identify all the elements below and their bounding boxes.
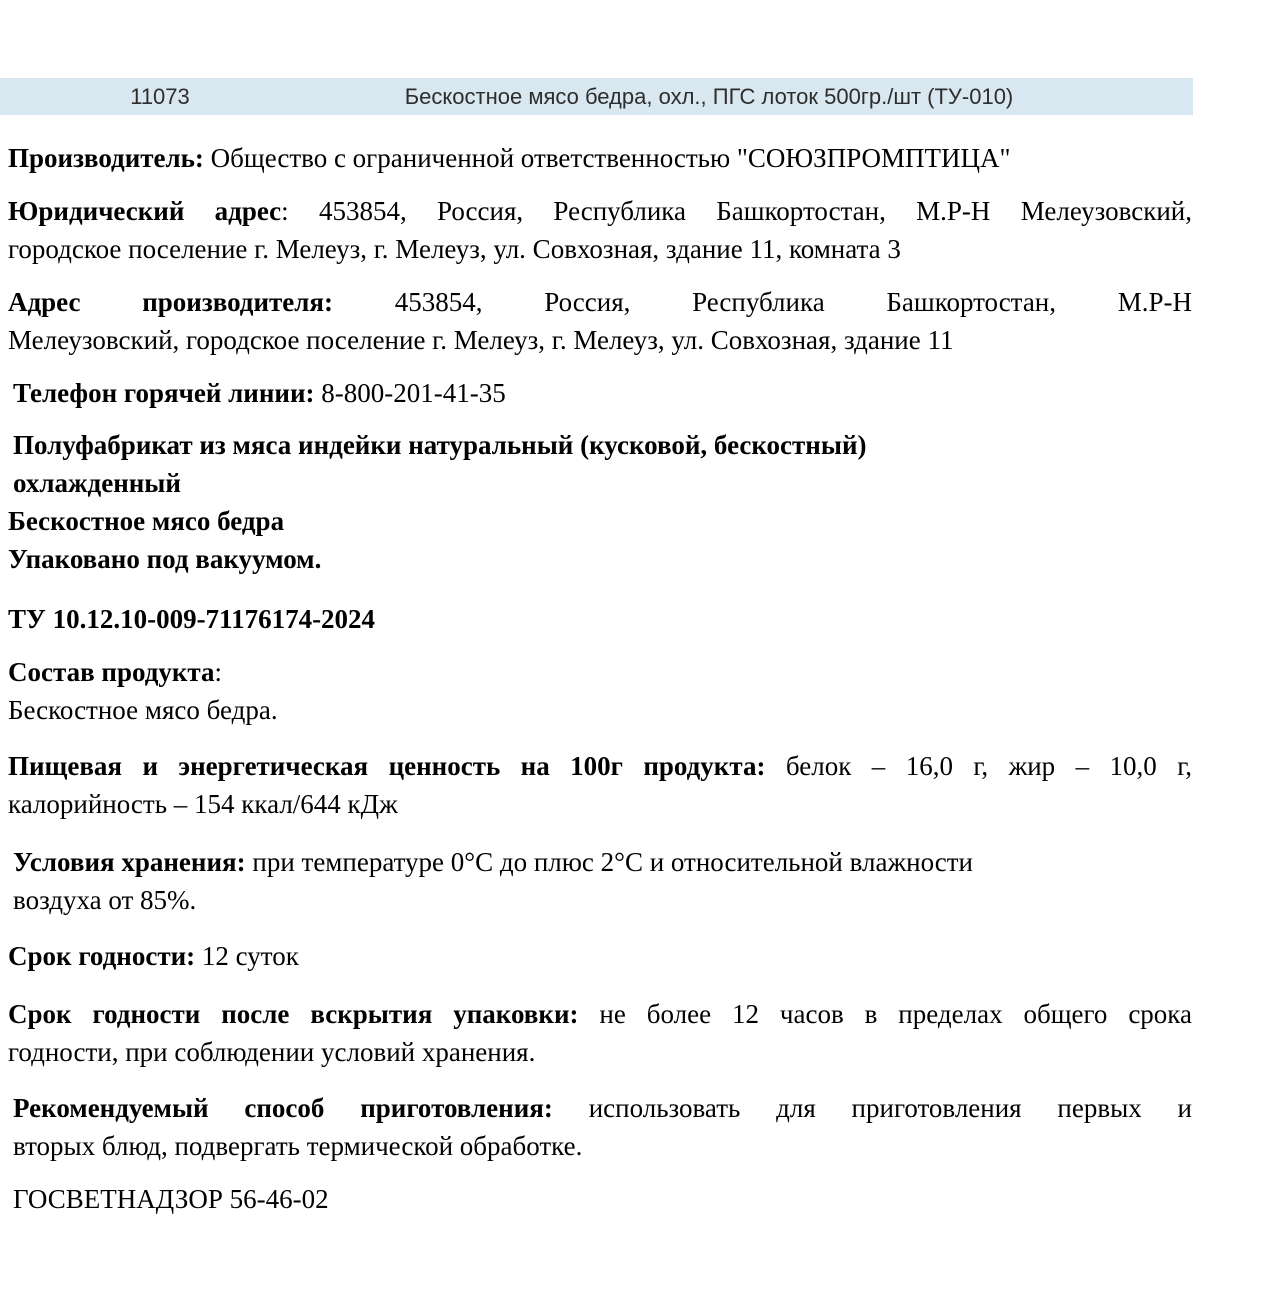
cooking-value-1: использовать для приготовления первых и	[552, 1093, 1192, 1123]
gosvetnadzor-value: ГОСВЕТНАДЗОР 56-46-02	[13, 1184, 329, 1214]
hotline-label: Телефон горячей линии:	[13, 378, 315, 408]
storage-value-1: при температуре 0°С до плюс 2°С и относительной влажности	[245, 847, 973, 877]
shelf-life-opened-label: Срок годности после вскрытия упаковки:	[8, 999, 579, 1029]
paragraph-composition	[8, 653, 1192, 729]
paragraph-shelf-life	[8, 937, 1192, 975]
product-description-line-4: Упаковано под вакуумом.	[8, 544, 322, 574]
paragraph-gosvetnadzor	[8, 1180, 1192, 1218]
shelf-life-value: 12 суток	[195, 941, 299, 971]
paragraph-legal-address	[8, 192, 1192, 268]
legal-address-label: Юридический адрес	[8, 196, 282, 226]
paragraph-cooking	[8, 1089, 1192, 1165]
composition-line-2: Бескостное мясо бедра.	[8, 695, 278, 725]
producer-address-value-1: 453854, Россия, Республика Башкортостан, М.Р-Н	[333, 287, 1192, 317]
paragraph-tu-number	[8, 600, 1192, 638]
shelf-life-opened-line-2: годности, при соблюдении условий хранения.	[8, 1037, 536, 1067]
storage-line-2: воздуха от 85%.	[13, 885, 197, 915]
producer-address-line-2: Мелеузовский, городское поселение г. Мелеуз, г. Мелеуз, ул. Совхозная, здание 11	[8, 325, 954, 355]
paragraph-hotline	[8, 374, 1192, 412]
paragraph-storage	[8, 843, 1192, 919]
cooking-label: Рекомендуемый способ приготовления:	[13, 1093, 553, 1123]
paragraph-shelf-life-opened	[8, 995, 1192, 1071]
document-page	[0, 78, 1280, 1299]
cooking-line-1	[13, 1089, 1192, 1127]
tu-number-value: ТУ 10.12.10-009-71176174-2024	[8, 604, 376, 634]
product-description-line-3: Бескостное мясо бедра	[8, 506, 285, 536]
shelf-life-opened-line-1	[8, 995, 1192, 1033]
producer-address-line-1	[8, 283, 1192, 321]
nutrition-line-2: калорийность – 154 ккал/644 кДж	[8, 789, 398, 819]
nutrition-value-1: белок – 16,0 г, жир – 10,0 г,	[765, 751, 1192, 781]
paragraph-product-description	[8, 426, 1192, 578]
product-header-row	[0, 78, 1193, 115]
storage-line-1	[13, 843, 1192, 881]
legal-address-value-1: : 453854, Россия, Республика Башкортостан, М.Р-Н Мелеузовский,	[281, 196, 1192, 226]
composition-colon: :	[214, 657, 223, 687]
document-body	[0, 139, 1280, 1218]
composition-label: Состав продукта	[8, 657, 215, 687]
paragraph-manufacturer	[8, 139, 1192, 177]
paragraph-producer-address	[8, 283, 1192, 359]
shelf-life-label: Срок годности:	[8, 941, 196, 971]
cooking-line-2: вторых блюд, подвергать термической обработке.	[13, 1131, 583, 1161]
paragraph-nutrition	[8, 747, 1192, 823]
hotline-value: 8-800-201-41-35	[314, 378, 506, 408]
shelf-life-opened-value-1: не более 12 часов в пределах общего срока	[578, 999, 1192, 1029]
product-description-line-1: Полуфабрикат из мяса индейки натуральный (кусковой, бескостный)	[13, 430, 867, 460]
product-description-line-2: охлажденный	[13, 468, 181, 498]
manufacturer-label: Производитель:	[8, 143, 204, 173]
nutrition-label: Пищевая и энергетическая ценность на 100г продукта:	[8, 751, 766, 781]
product-title: Бескостное мясо бедра, охл., ПГС лоток 500гр./шт (ТУ-010)	[404, 83, 1014, 109]
manufacturer-value: Общество с ограниченной ответственностью "СОЮЗПРОМПТИЦА"	[203, 143, 1011, 173]
legal-address-line-1	[8, 192, 1192, 230]
composition-line-1	[8, 653, 1192, 691]
legal-address-line-2: городское поселение г. Мелеуз, г. Мелеуз, ул. Совхозная, здание 11, комната 3	[8, 234, 901, 264]
producer-address-label: Адрес производителя:	[8, 287, 334, 317]
storage-label: Условия хранения:	[13, 847, 246, 877]
nutrition-line-1	[8, 747, 1192, 785]
product-code: 11073	[130, 83, 190, 109]
